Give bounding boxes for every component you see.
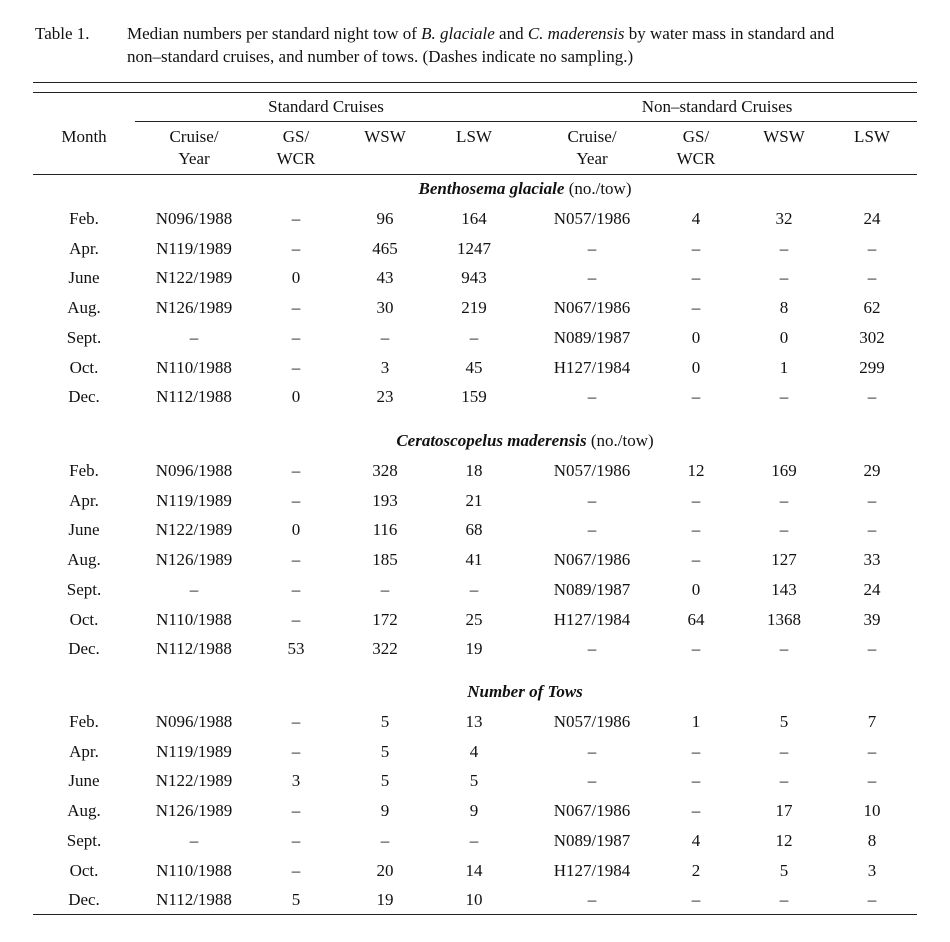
column-header-nonstandard-wsw bbox=[763, 126, 805, 148]
cell-standard-gs-wcr: – bbox=[291, 860, 301, 880]
group-underline bbox=[135, 121, 917, 122]
cell-nonstandard-wsw: – bbox=[779, 490, 789, 510]
cell-standard-lsw: 9 bbox=[469, 801, 479, 821]
top-rule bbox=[33, 82, 917, 83]
cell-nonstandard-wsw: – bbox=[779, 639, 789, 659]
column-header-line: Cruise/ bbox=[169, 127, 219, 146]
cell-nonstandard-cruise-year: N067/1986 bbox=[553, 298, 631, 318]
cell-nonstandard-lsw: 10 bbox=[863, 801, 881, 821]
caption-text bbox=[127, 22, 927, 68]
cell-nonstandard-cruise-year: – bbox=[587, 387, 597, 407]
column-header-line: Year bbox=[178, 149, 210, 168]
cell-standard-lsw: – bbox=[469, 579, 479, 599]
column-header-standard-gs-wcr bbox=[277, 126, 316, 170]
cell-standard-wsw: 465 bbox=[372, 238, 398, 258]
cell-standard-cruise-year: – bbox=[189, 327, 199, 347]
column-header-nonstandard-lsw bbox=[854, 126, 890, 148]
cell-standard-cruise-year: N112/1988 bbox=[156, 387, 232, 407]
cell-month: June bbox=[68, 268, 100, 288]
cell-nonstandard-lsw: – bbox=[867, 890, 877, 910]
cell-standard-cruise-year: N126/1989 bbox=[155, 801, 233, 821]
section-title-italic: Number of Tows bbox=[467, 682, 583, 701]
cell-nonstandard-wsw: 5 bbox=[779, 712, 789, 731]
cell-nonstandard-wsw: – bbox=[779, 387, 789, 407]
species-name: B. glaciale bbox=[421, 24, 495, 43]
column-header-nonstandard-gs-wcr bbox=[677, 126, 716, 170]
cell-standard-gs-wcr: – bbox=[291, 801, 301, 821]
cell-nonstandard-cruise-year: – bbox=[587, 639, 597, 659]
cell-standard-lsw: 159 bbox=[461, 387, 487, 407]
cell-standard-wsw: 172 bbox=[372, 609, 398, 629]
cell-nonstandard-gs-wcr: – bbox=[691, 771, 701, 791]
cell-standard-gs-wcr: – bbox=[291, 327, 301, 347]
section-title-unit: (no./tow) bbox=[586, 431, 654, 450]
cell-standard-cruise-year: N126/1989 bbox=[155, 550, 233, 570]
cell-standard-lsw: 5 bbox=[469, 771, 479, 791]
cell-month: Oct. bbox=[69, 860, 99, 880]
cell-nonstandard-cruise-year: N089/1987 bbox=[553, 830, 631, 850]
cell-nonstandard-wsw: – bbox=[779, 771, 789, 791]
cell-standard-lsw: 164 bbox=[461, 209, 487, 228]
cell-nonstandard-gs-wcr: 1 bbox=[691, 712, 701, 731]
cell-standard-gs-wcr: – bbox=[291, 357, 301, 377]
cell-nonstandard-lsw: 29 bbox=[863, 461, 881, 480]
cell-standard-cruise-year: N110/1988 bbox=[156, 860, 232, 880]
column-header-standard-wsw bbox=[364, 126, 406, 148]
cell-nonstandard-cruise-year: N089/1987 bbox=[553, 579, 631, 599]
cell-nonstandard-gs-wcr: 0 bbox=[691, 327, 701, 347]
cell-standard-wsw: 23 bbox=[376, 387, 394, 407]
cell-standard-gs-wcr: – bbox=[291, 298, 301, 318]
cell-standard-gs-wcr: 5 bbox=[291, 890, 301, 910]
cell-month: Sept. bbox=[66, 830, 102, 850]
cell-standard-gs-wcr: – bbox=[291, 712, 301, 731]
cell-nonstandard-lsw: 3 bbox=[867, 860, 877, 880]
cell-nonstandard-gs-wcr: – bbox=[691, 741, 701, 761]
column-header-line: Month bbox=[61, 127, 107, 146]
cell-nonstandard-lsw: – bbox=[867, 771, 877, 791]
cell-standard-lsw: 45 bbox=[465, 357, 483, 377]
section-title-italic: Ceratoscopelus maderensis bbox=[396, 431, 587, 450]
cell-standard-wsw: 322 bbox=[372, 639, 398, 659]
section-title-italic: Benthosema glaciale bbox=[418, 179, 565, 198]
cell-standard-lsw: 41 bbox=[465, 550, 483, 570]
cell-standard-wsw: – bbox=[380, 579, 390, 599]
column-header-month bbox=[61, 126, 106, 148]
cell-standard-lsw: 21 bbox=[465, 490, 483, 510]
cell-standard-gs-wcr: – bbox=[291, 550, 301, 570]
cell-standard-cruise-year: N126/1989 bbox=[155, 298, 233, 318]
cell-nonstandard-cruise-year: H127/1984 bbox=[553, 860, 631, 880]
cell-standard-gs-wcr: – bbox=[291, 461, 301, 480]
cell-standard-lsw: 14 bbox=[465, 860, 483, 880]
cell-standard-gs-wcr: 0 bbox=[291, 268, 301, 288]
cell-nonstandard-cruise-year: N057/1986 bbox=[553, 461, 631, 480]
cell-standard-wsw: 5 bbox=[380, 771, 390, 791]
cell-nonstandard-cruise-year: N057/1986 bbox=[553, 209, 631, 228]
cell-month: Apr. bbox=[69, 238, 99, 258]
column-header-line: WSW bbox=[364, 127, 406, 146]
cell-standard-cruise-year: N110/1988 bbox=[156, 609, 232, 629]
cell-standard-cruise-year: N119/1989 bbox=[156, 741, 232, 761]
section-title bbox=[467, 682, 583, 702]
cell-standard-wsw: – bbox=[380, 830, 390, 850]
cell-nonstandard-wsw: – bbox=[779, 890, 789, 910]
column-header-line: WSW bbox=[763, 127, 805, 146]
cell-standard-cruise-year: N119/1989 bbox=[156, 490, 232, 510]
cell-nonstandard-cruise-year: H127/1984 bbox=[553, 357, 631, 377]
cell-nonstandard-lsw: – bbox=[867, 268, 877, 288]
cell-standard-gs-wcr: – bbox=[291, 579, 301, 599]
cell-standard-wsw: 5 bbox=[380, 741, 390, 761]
cell-standard-lsw: 1247 bbox=[457, 238, 491, 258]
cell-nonstandard-gs-wcr: – bbox=[691, 550, 701, 570]
column-header-line: LSW bbox=[854, 127, 890, 146]
cell-nonstandard-lsw: – bbox=[867, 387, 877, 407]
cell-nonstandard-wsw: 8 bbox=[779, 298, 789, 318]
caption-text-part: and bbox=[494, 24, 528, 43]
cell-standard-cruise-year: N110/1988 bbox=[156, 357, 232, 377]
caption-text-part: by water mass in standard and bbox=[624, 24, 835, 43]
cell-nonstandard-cruise-year: – bbox=[587, 771, 597, 791]
cell-month: Aug. bbox=[67, 298, 101, 318]
column-header-line: GS/ bbox=[282, 127, 310, 146]
cell-nonstandard-wsw: 143 bbox=[771, 579, 797, 599]
cell-nonstandard-wsw: – bbox=[779, 238, 789, 258]
column-header-standard-lsw bbox=[456, 126, 492, 148]
cell-nonstandard-gs-wcr: 64 bbox=[687, 609, 705, 629]
cell-standard-cruise-year: N112/1988 bbox=[156, 890, 232, 910]
section-title bbox=[419, 179, 632, 199]
cell-month: Feb. bbox=[69, 209, 99, 228]
cell-nonstandard-lsw: 33 bbox=[863, 550, 881, 570]
bottom-rule bbox=[33, 914, 917, 915]
cell-nonstandard-gs-wcr: 0 bbox=[691, 357, 701, 377]
cell-standard-wsw: – bbox=[380, 327, 390, 347]
cell-standard-cruise-year: N119/1989 bbox=[156, 238, 232, 258]
cell-standard-gs-wcr: 0 bbox=[291, 387, 301, 407]
cell-nonstandard-cruise-year: – bbox=[587, 490, 597, 510]
cell-standard-wsw: 116 bbox=[372, 520, 398, 540]
cell-month: Apr. bbox=[69, 741, 99, 761]
cell-nonstandard-wsw: 1 bbox=[779, 357, 789, 377]
cell-standard-cruise-year: N122/1989 bbox=[155, 268, 233, 288]
cell-nonstandard-cruise-year: N057/1986 bbox=[553, 712, 631, 731]
cell-nonstandard-lsw: – bbox=[867, 520, 877, 540]
cell-standard-cruise-year: N096/1988 bbox=[155, 712, 233, 731]
cell-nonstandard-lsw: 7 bbox=[867, 712, 877, 731]
column-header-line: GS/ bbox=[682, 127, 710, 146]
cell-nonstandard-wsw: – bbox=[779, 520, 789, 540]
cell-nonstandard-gs-wcr: – bbox=[691, 639, 701, 659]
cell-standard-wsw: 9 bbox=[380, 801, 390, 821]
cell-nonstandard-gs-wcr: 2 bbox=[691, 860, 701, 880]
cell-standard-gs-wcr: 53 bbox=[287, 639, 305, 659]
cell-nonstandard-wsw: 0 bbox=[779, 327, 789, 347]
cell-standard-wsw: 19 bbox=[376, 890, 394, 910]
cell-standard-wsw: 30 bbox=[376, 298, 394, 318]
cell-standard-lsw: 25 bbox=[465, 609, 483, 629]
column-header-line: LSW bbox=[456, 127, 492, 146]
cell-standard-cruise-year: N122/1989 bbox=[155, 520, 233, 540]
column-header-line: WCR bbox=[676, 149, 716, 168]
cell-standard-wsw: 43 bbox=[376, 268, 394, 288]
cell-standard-gs-wcr: – bbox=[291, 490, 301, 510]
cell-month: June bbox=[68, 520, 100, 540]
cell-standard-lsw: 219 bbox=[461, 298, 487, 318]
cell-month: Sept. bbox=[66, 579, 102, 599]
cell-standard-wsw: 5 bbox=[380, 712, 390, 731]
cell-standard-lsw: 13 bbox=[465, 712, 483, 731]
cell-month: Sept. bbox=[66, 327, 102, 347]
cell-nonstandard-cruise-year: – bbox=[587, 741, 597, 761]
group-header-nonstandard: Non–standard Cruises bbox=[641, 97, 793, 116]
cell-month: Dec. bbox=[68, 387, 100, 407]
cell-nonstandard-cruise-year: N067/1986 bbox=[553, 550, 631, 570]
section-title bbox=[396, 431, 653, 451]
cell-nonstandard-lsw: 24 bbox=[863, 209, 881, 228]
cell-nonstandard-wsw: 127 bbox=[771, 550, 797, 570]
group-header-standard: Standard Cruises bbox=[268, 97, 384, 116]
cell-standard-wsw: 185 bbox=[372, 550, 398, 570]
cell-standard-wsw: 96 bbox=[376, 209, 394, 228]
table-label: Table 1. bbox=[35, 24, 90, 43]
column-header-line: Year bbox=[576, 149, 608, 168]
cell-standard-wsw: 328 bbox=[372, 461, 398, 480]
cell-nonstandard-gs-wcr: – bbox=[691, 268, 701, 288]
cell-nonstandard-gs-wcr: – bbox=[691, 801, 701, 821]
cell-month: Oct. bbox=[69, 609, 99, 629]
cell-month: Aug. bbox=[67, 550, 101, 570]
cell-nonstandard-cruise-year: – bbox=[587, 890, 597, 910]
cell-month: June bbox=[68, 771, 100, 791]
cell-standard-lsw: 68 bbox=[465, 520, 483, 540]
cell-nonstandard-cruise-year: N067/1986 bbox=[553, 801, 631, 821]
cell-nonstandard-wsw: 5 bbox=[779, 860, 789, 880]
cell-standard-lsw: – bbox=[469, 830, 479, 850]
cell-nonstandard-cruise-year: N089/1987 bbox=[553, 327, 631, 347]
cell-nonstandard-lsw: 62 bbox=[863, 298, 881, 318]
cell-month: Dec. bbox=[68, 890, 100, 910]
cell-standard-cruise-year: – bbox=[189, 579, 199, 599]
cell-nonstandard-gs-wcr: – bbox=[691, 238, 701, 258]
cell-standard-cruise-year: N112/1988 bbox=[156, 639, 232, 659]
cell-standard-gs-wcr: – bbox=[291, 238, 301, 258]
cell-nonstandard-lsw: 302 bbox=[859, 327, 885, 347]
cell-nonstandard-wsw: 12 bbox=[775, 830, 793, 850]
cell-standard-lsw: 10 bbox=[465, 890, 483, 910]
cell-standard-cruise-year: N096/1988 bbox=[155, 209, 233, 228]
cell-nonstandard-lsw: – bbox=[867, 238, 877, 258]
cell-standard-wsw: 193 bbox=[372, 490, 398, 510]
cell-month: Aug. bbox=[67, 801, 101, 821]
cell-standard-cruise-year: N096/1988 bbox=[155, 461, 233, 480]
cell-nonstandard-wsw: – bbox=[779, 741, 789, 761]
cell-month: Oct. bbox=[69, 357, 99, 377]
cell-nonstandard-lsw: – bbox=[867, 490, 877, 510]
caption-text-part: non–standard cruises, and number of tows. (Dashes indicate no sampling.) bbox=[127, 47, 634, 66]
cell-nonstandard-wsw: 169 bbox=[771, 461, 797, 480]
species-name: C. maderensis bbox=[527, 24, 625, 43]
column-header-standard-cruise-year bbox=[169, 126, 218, 170]
cell-nonstandard-wsw: – bbox=[779, 268, 789, 288]
cell-nonstandard-gs-wcr: 4 bbox=[691, 209, 701, 228]
cell-nonstandard-lsw: 8 bbox=[867, 830, 877, 850]
cell-nonstandard-gs-wcr: – bbox=[691, 298, 701, 318]
cell-standard-gs-wcr: – bbox=[291, 830, 301, 850]
cell-nonstandard-gs-wcr: 12 bbox=[687, 461, 705, 480]
cell-standard-gs-wcr: 3 bbox=[291, 771, 301, 791]
cell-month: Feb. bbox=[69, 712, 99, 731]
cell-standard-lsw: 19 bbox=[465, 639, 483, 659]
cell-month: Dec. bbox=[68, 639, 100, 659]
header-bottom-rule bbox=[33, 174, 917, 175]
cell-nonstandard-lsw: – bbox=[867, 741, 877, 761]
column-header-line: Cruise/ bbox=[567, 127, 617, 146]
section-title-unit: (no./tow) bbox=[564, 179, 632, 198]
cell-nonstandard-lsw: – bbox=[867, 639, 877, 659]
cell-nonstandard-gs-wcr: 4 bbox=[691, 830, 701, 850]
cell-nonstandard-gs-wcr: 0 bbox=[691, 579, 701, 599]
cell-standard-cruise-year: N122/1989 bbox=[155, 771, 233, 791]
cell-nonstandard-wsw: 1368 bbox=[767, 609, 801, 629]
cell-standard-gs-wcr: – bbox=[291, 741, 301, 761]
cell-nonstandard-cruise-year: – bbox=[587, 238, 597, 258]
cell-nonstandard-lsw: 39 bbox=[863, 609, 881, 629]
cell-month: Feb. bbox=[69, 461, 99, 480]
cell-standard-gs-wcr: 0 bbox=[291, 520, 301, 540]
cell-month: Apr. bbox=[69, 490, 99, 510]
cell-standard-lsw: 4 bbox=[469, 741, 479, 761]
cell-standard-gs-wcr: – bbox=[291, 209, 301, 228]
cell-nonstandard-wsw: 32 bbox=[775, 209, 793, 228]
cell-nonstandard-gs-wcr: – bbox=[691, 890, 701, 910]
cell-standard-wsw: 20 bbox=[376, 860, 394, 880]
cell-standard-gs-wcr: – bbox=[291, 609, 301, 629]
cell-nonstandard-lsw: 299 bbox=[859, 357, 885, 377]
cell-standard-lsw: 18 bbox=[465, 461, 483, 480]
cell-nonstandard-cruise-year: – bbox=[587, 520, 597, 540]
top-rule-second bbox=[33, 92, 917, 93]
cell-nonstandard-wsw: 17 bbox=[775, 801, 793, 821]
caption-text-part: Median numbers per standard night tow of bbox=[127, 24, 422, 43]
cell-nonstandard-gs-wcr: – bbox=[691, 490, 701, 510]
cell-standard-wsw: 3 bbox=[380, 357, 390, 377]
cell-standard-lsw: 943 bbox=[461, 268, 487, 288]
column-header-nonstandard-cruise-year bbox=[567, 126, 616, 170]
cell-nonstandard-cruise-year: H127/1984 bbox=[553, 609, 631, 629]
cell-standard-lsw: – bbox=[469, 327, 479, 347]
cell-standard-cruise-year: – bbox=[189, 830, 199, 850]
cell-nonstandard-gs-wcr: – bbox=[691, 387, 701, 407]
column-header-line: WCR bbox=[276, 149, 316, 168]
cell-nonstandard-gs-wcr: – bbox=[691, 520, 701, 540]
cell-nonstandard-lsw: 24 bbox=[863, 579, 881, 599]
cell-nonstandard-cruise-year: – bbox=[587, 268, 597, 288]
